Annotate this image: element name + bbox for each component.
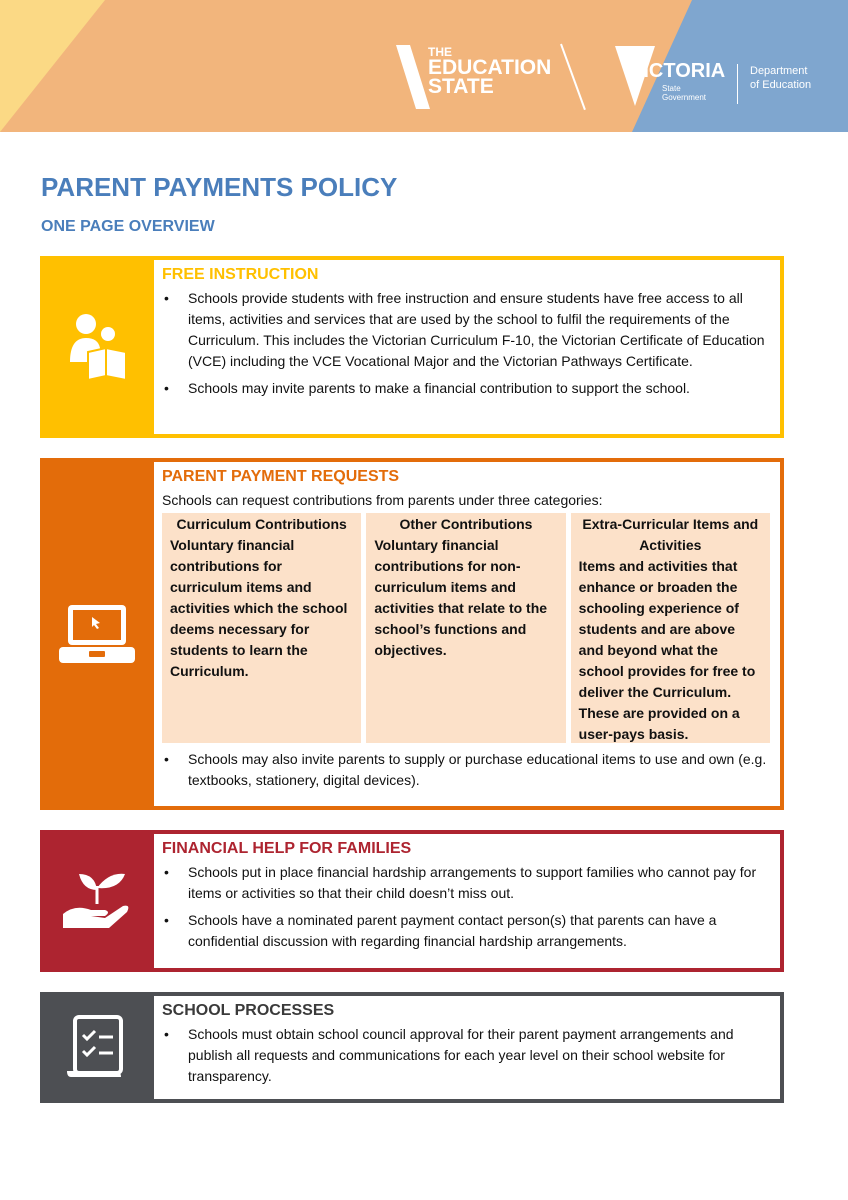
bullet: • Schools have a nominated parent payment contact person(s) that parents can have a confidential discussion with regarding financial hardship arrangements. xyxy=(162,910,770,952)
header-banner xyxy=(0,0,848,132)
page-title: PARENT PAYMENTS POLICY xyxy=(41,172,398,202)
bullet: • Schools put in place financial hardship arrangements to support families who cannot pay for items or activities so that their child doesn’t miss out. xyxy=(162,862,770,904)
category-other xyxy=(366,513,565,743)
category-text: Voluntary financial contributions for curriculum items and activities which the school deems necessary for students to learn the Curriculum. xyxy=(170,537,348,679)
logo-state: STATE xyxy=(428,75,494,98)
category-title: Other Contributions xyxy=(399,516,533,532)
section-heading: SCHOOL PROCESSES xyxy=(162,1002,335,1019)
category-extra-curricular xyxy=(571,513,770,743)
categories-table xyxy=(162,513,770,743)
checklist-icon xyxy=(40,992,154,1103)
page-subtitle: ONE PAGE OVERVIEW xyxy=(41,218,215,235)
category-text: Items and activities that enhance or broaden the schooling experience of students and are above and beyond what the school provides for free to deliver the Curriculum. These are provided on a user-pays basis. xyxy=(578,558,756,742)
section-parent-payment-requests xyxy=(40,458,784,810)
logo-education: EDUCATION xyxy=(428,56,552,79)
education-state-logo xyxy=(428,46,551,96)
section-heading: FREE INSTRUCTION xyxy=(162,266,319,283)
bullet: • Schools may invite parents to make a financial contribution to support the school. xyxy=(162,378,770,399)
hand-plant-icon xyxy=(40,830,154,972)
section-financial-help xyxy=(40,830,784,972)
section-intro: Schools can request contributions from parents under three categories: xyxy=(162,492,603,508)
category-curriculum xyxy=(162,513,361,743)
bullet: • Schools must obtain school council approval for their parent payment arrangements and publish all requests and communications for each year level on their school website for transparency. xyxy=(162,1024,770,1087)
section-free-instruction xyxy=(40,256,784,438)
logo-the: THE xyxy=(428,45,452,59)
category-title: Extra-Curricular Items and Activities xyxy=(582,516,759,553)
category-text: Voluntary financial contributions for non-curriculum items and activities that relate to the school’s functions and objectives. xyxy=(374,537,548,658)
laptop-icon xyxy=(40,458,154,810)
state-government: State Government xyxy=(662,84,707,102)
department-of-education: Department of Education xyxy=(750,65,812,91)
reading-child-icon xyxy=(40,256,154,438)
section-heading: FINANCIAL HELP FOR FAMILIES xyxy=(162,840,412,857)
bullet: • Schools may also invite parents to supply or purchase educational items to use and own (e.g. textbooks, stationery, digital devices). xyxy=(162,749,770,791)
education-state-logo-mark xyxy=(396,45,430,109)
category-title: Curriculum Contributions xyxy=(176,516,347,532)
section-school-processes xyxy=(40,992,784,1103)
victoria-logo: VICTORIA xyxy=(630,60,726,82)
bullet: • Schools provide students with free instruction and ensure students have free access to all items, activities and services that are used by the school to fulfil the requirements of the Curriculum. This includes the Victorian Curriculum F-10, the Victorian Certificate of Education (VCE) including the VCE Vocational Major and the Victorian Pathways Certificate. xyxy=(162,288,770,372)
section-heading: PARENT PAYMENT REQUESTS xyxy=(162,468,400,485)
